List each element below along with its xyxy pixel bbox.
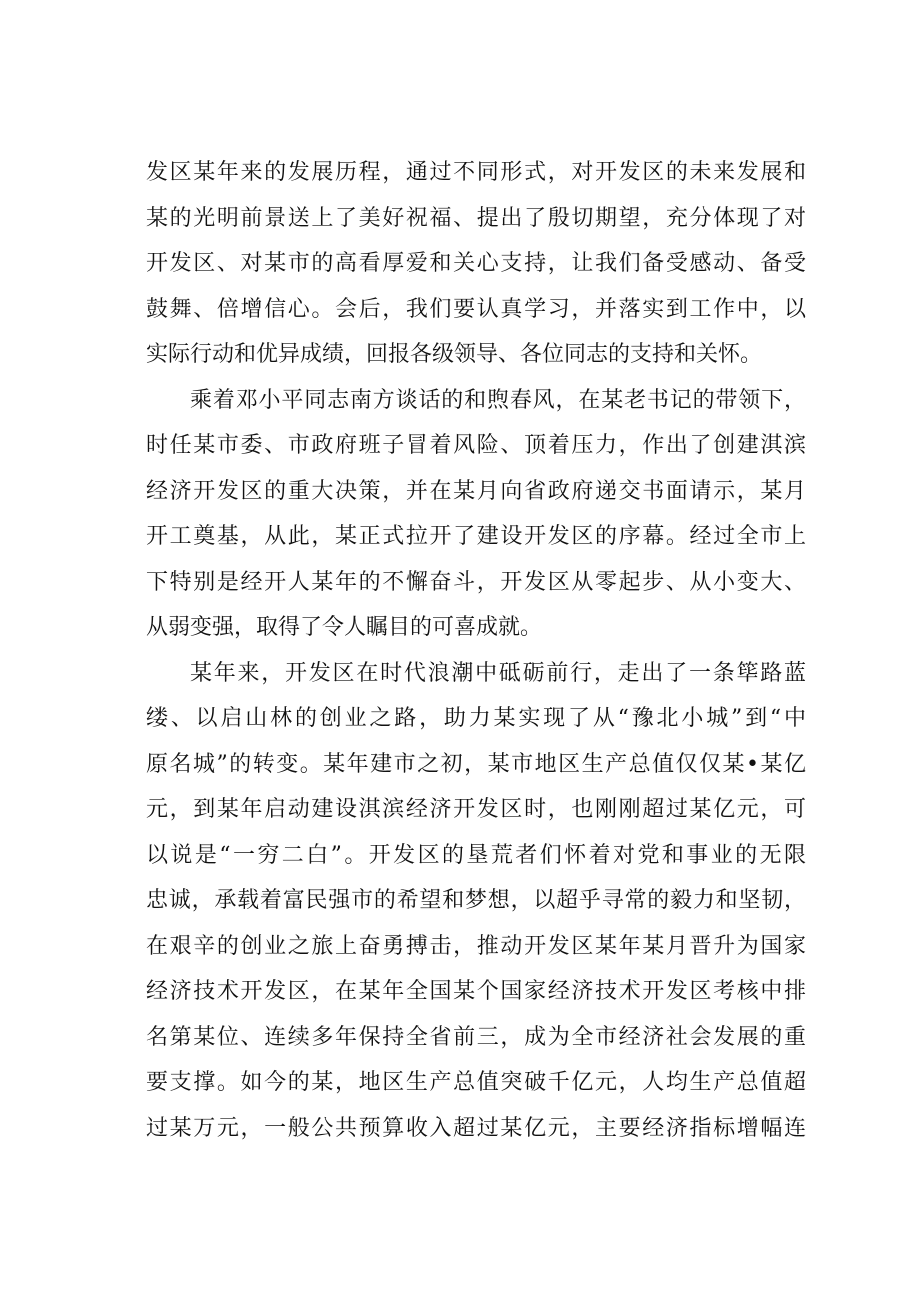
- text-line: 以说是“一穷二白”。开发区的垦荒者们怀着对党和事业的无限: [146, 842, 806, 868]
- text-line: 原名城”的转变。某年建市之初，某市地区生产总值仅仅某•某亿: [146, 751, 806, 777]
- text-line: 元，到某年启动建设淇滨经济开发区时，也刚刚超过某亿元，可: [146, 797, 806, 822]
- text-line: 过某万元，一般公共预算收入超过某亿元，主要经济指标增幅连: [146, 1115, 806, 1141]
- text-line: 名第某位、连续多年保持全省前三，成为全市经济社会发展的重: [146, 1024, 806, 1050]
- text-line: 乘着邓小平同志南方谈话的和煦春风，在某老书记的带领下，: [190, 387, 806, 413]
- text-line: 发区某年来的发展历程，通过不同形式，对开发区的未来发展和: [146, 160, 806, 185]
- text-line: 从弱变强，取得了令人瞩目的可喜成就。: [146, 615, 543, 640]
- text-line: 某的光明前景送上了美好祝福、提出了殷切期望，充分体现了对: [146, 205, 806, 231]
- text-line: 要支撑。如今的某，地区生产总值突破千亿元，人均生产总值超: [146, 1070, 806, 1095]
- text-line: 在艰辛的创业之旅上奋勇搏击，推动开发区某年某月晋升为国家: [146, 933, 806, 959]
- text-line: 开工奠基，从此，某正式拉开了建设开发区的序幕。经过全市上: [146, 524, 806, 549]
- text-line: 经济开发区的重大决策，并在某月向省政府递交书面请示，某月: [146, 478, 806, 504]
- text-line: 时任某市委、市政府班子冒着风险、顶着压力，作出了创建淇滨: [146, 433, 806, 458]
- text-line: 忠诚，承载着富民强市的希望和梦想，以超乎寻常的毅力和坚韧，: [146, 888, 806, 913]
- text-line: 某年来，开发区在时代浪潮中砥砺前行，走出了一条筚路蓝: [190, 660, 806, 686]
- text-line: 开发区、对某市的高看厚爱和关心支持，让我们备受感动、备受: [146, 251, 806, 276]
- text-line: 经济技术开发区，在某年全国某个国家经济技术开发区考核中排: [146, 979, 806, 1004]
- text-line: 缕、以启山林的创业之路，助力某实现了从“豫北小城”到“中: [146, 706, 806, 731]
- text-line: 实际行动和优异成绩，回报各级领导、各位同志的支持和关怀。: [146, 342, 763, 367]
- document-body: [146, 150, 806, 1151]
- text-line: 鼓舞、倍增信心。会后，我们要认真学习，并落实到工作中，以: [146, 296, 806, 322]
- text-line: 下特别是经开人某年的不懈奋斗，开发区从零起步、从小变大、: [146, 569, 806, 595]
